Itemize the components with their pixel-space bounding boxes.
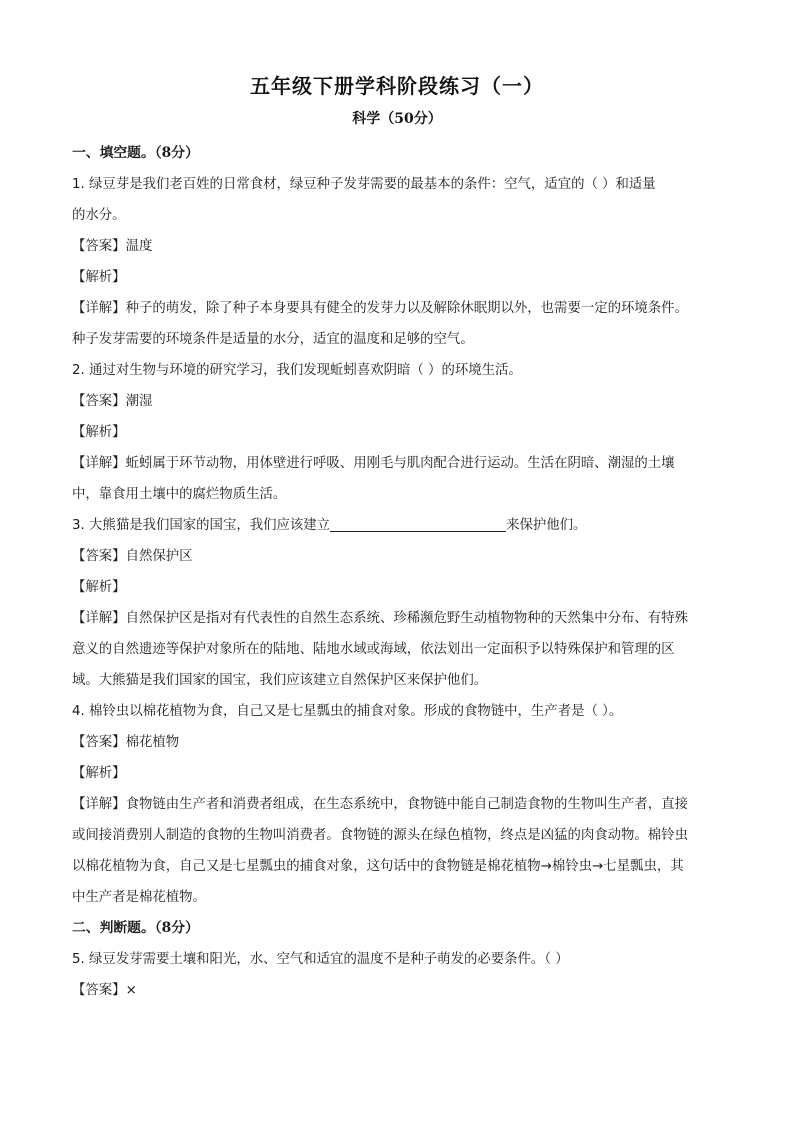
question-stem: 5. 绿豆发芽需要土壤和阳光，水、空气和适宜的温度不是种子萌发的必要条件。（ ）: [72, 952, 569, 967]
detail-label: 【详解】: [72, 301, 126, 316]
answer-text: 温度: [125, 239, 153, 254]
answer-text: 潮湿: [125, 394, 153, 409]
detail-row: [72, 789, 722, 820]
analysis-label: 【解析】: [72, 766, 126, 781]
answer-row: [72, 541, 722, 572]
question-stem: 2. 通过对生物与环境的研究学习，我们发现蚯蚓喜欢阴暗（ ）的环境生活。: [72, 363, 522, 378]
analysis-label: 【解析】: [72, 425, 126, 440]
page-title: 五年级下册学科阶段练习（一）: [250, 74, 544, 98]
detail-text: 种子发芽需要的环境条件是适量的水分，适宜的温度和足够的空气。: [72, 332, 474, 347]
answer-row: [72, 231, 722, 262]
detail-text: 以棉花植物为食，自己又是七星瓢虫的捕食对象，这句话中的食物链是棉花植物→棉铃虫→七星瓢虫，其: [72, 859, 684, 874]
detail-row: [72, 293, 722, 324]
detail-label: 【详解】: [72, 456, 126, 471]
page-subtitle: 科学（50分）: [352, 111, 442, 127]
question-stem: 4. 棉铃虫以棉花植物为食，自己又是七星瓢虫的捕食对象。形成的食物链中，生产者是（ ）。: [72, 704, 623, 719]
detail-label: 【详解】: [72, 611, 126, 626]
section-heading: 二、判断题。（8分）: [72, 920, 199, 936]
answer-row: [72, 386, 722, 417]
detail-text: 中生产者是棉花植物。: [72, 890, 206, 905]
detail-text: 或间接消费别人制造的食物的生物叫消费者。食物链的源头在绿色植物，终点是凶猛的肉食动物。棉铃虫: [72, 828, 688, 843]
detail-text: 意义的自然遗迹等保护对象所在的陆地、陆地水域或海域，依法划出一定面积予以特殊保护和管理的区: [72, 642, 675, 657]
answer-label: 【答案】: [72, 239, 126, 254]
detail-label: 【详解】: [72, 797, 126, 812]
answer-row: [72, 727, 722, 758]
answer-label: 【答案】: [72, 549, 126, 564]
detail-text: 中，靠食用土壤中的腐烂物质生活。: [72, 487, 287, 502]
detail-text: 食物链由生产者和消费者组成，在生态系统中，食物链中能自己制造食物的生物叫生产者，直接: [125, 797, 688, 812]
question-stem-before: 3. 大熊猫是我们国家的国宝，我们应该建立: [72, 518, 331, 533]
answer-text: 自然保护区: [125, 549, 193, 564]
analysis-label: 【解析】: [72, 270, 126, 285]
fill-blank-underline: [330, 517, 506, 532]
document-body: [72, 138, 722, 1006]
detail-row: [72, 448, 722, 479]
question-stem: 1. 绿豆芽是我们老百姓的日常食材，绿豆种子发芽需要的最基本的条件：空气，适宜的（ ）和适量: [72, 177, 656, 192]
question-stem-after: 来保护他们。: [506, 518, 587, 533]
answer-text: 棉花植物: [125, 735, 180, 750]
detail-text: 域。大熊猫是我们国家的国宝，我们应该建立自然保护区来保护他们。: [72, 673, 488, 688]
answer-label: 【答案】: [72, 735, 126, 750]
answer-row: [72, 975, 722, 1006]
detail-text: 蚯蚓属于环节动物，用体壁进行呼吸、用刚毛与肌肉配合进行运动。生活在阴暗、潮湿的土壤: [125, 456, 675, 471]
answer-label: 【答案】: [72, 983, 126, 998]
detail-row: [72, 603, 722, 634]
analysis-label: 【解析】: [72, 580, 126, 595]
detail-text: 自然保护区是指对有代表性的自然生态系统、珍稀濒危野生动植物物种的天然集中分布、有特殊: [125, 611, 688, 626]
answer-label: 【答案】: [72, 394, 126, 409]
detail-text: 种子的萌发，除了种子本身要具有健全的发芽力以及解除休眠期以外，也需要一定的环境条件。: [125, 301, 688, 316]
question-stem: [72, 510, 722, 541]
answer-text: ×: [125, 983, 137, 998]
section-heading: 一、填空题。（8分）: [72, 145, 199, 161]
question-stem-continued: 的水分。: [72, 208, 126, 223]
